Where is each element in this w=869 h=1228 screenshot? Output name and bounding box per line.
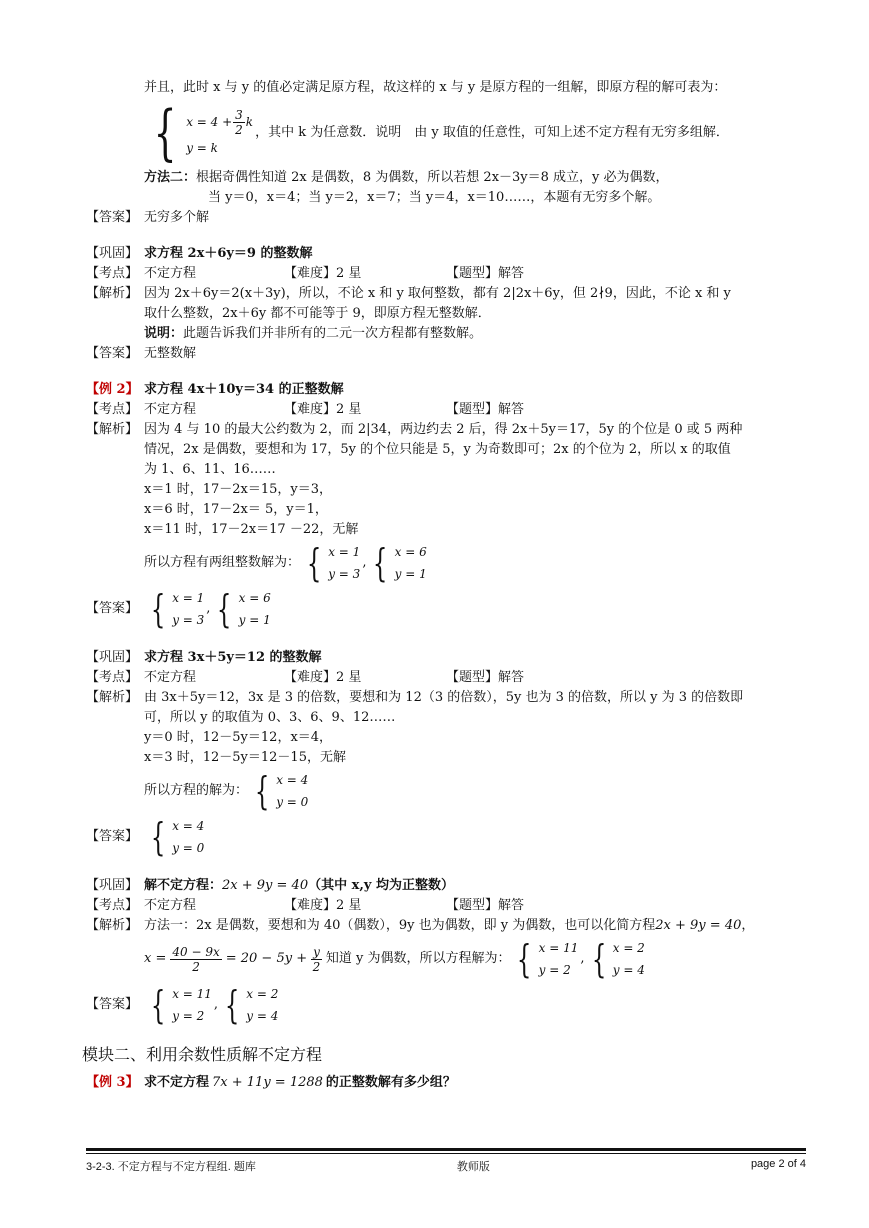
q1-title-line xyxy=(86,244,810,264)
sys-y: y = 0 xyxy=(172,841,205,855)
q1-kaodian: 不定方程 xyxy=(144,266,197,281)
sys-y: y = 1 xyxy=(394,567,427,581)
method2-line xyxy=(86,168,810,188)
q3-answer xyxy=(86,814,810,860)
q4-kaodian: 不定方程 xyxy=(144,898,197,913)
q5-title-eq: 7x + 11y = 1288 xyxy=(212,1075,323,1090)
q1-nandu: 2 星 xyxy=(336,266,362,281)
intro-system: { x = 4 + $\frac{3}{2}$ k y = k xyxy=(153,98,254,168)
frac-den: 2 xyxy=(235,122,243,137)
q2-answer-system-1: { x = 1 y = 3 xyxy=(150,587,205,631)
sys-x: x = 11 xyxy=(538,941,579,955)
q2-jiexi1 xyxy=(86,420,810,440)
jiexi-label: 【解析】 xyxy=(86,918,139,933)
q3-tixing: 解答 xyxy=(498,670,525,685)
q3-jiexi2: 可，所以 y 的取值为 0、3、6、9、12…… xyxy=(144,710,396,725)
q5-title-b: 的正整数解有多少组？ xyxy=(325,1075,456,1090)
q2-meta xyxy=(86,400,810,420)
sys-y: y = 0 xyxy=(276,795,309,809)
nandu-label: 【难度】 xyxy=(284,670,337,685)
frac-num: 3 xyxy=(235,107,243,122)
sys-x: x = 2 xyxy=(612,941,645,955)
q4-title-b: （其中 x,y 均为正整数） xyxy=(308,878,454,893)
q2-title-line xyxy=(86,380,810,400)
sys-x: x = 2 xyxy=(246,987,279,1001)
q2-jiexi3: 为 1、6、11、16…… xyxy=(144,462,276,477)
q3-system: { x = 4 y = 0 xyxy=(254,769,309,813)
q4-title-line xyxy=(86,876,810,896)
q2-jiexi1-text: 因为 4 与 10 的最大公约数为 2，而 2|34，两边约去 2 后，得 2x＋5y＝17，5y 的个位是 0 或 5 两种 xyxy=(144,422,743,437)
kaodian-label: 【考点】 xyxy=(86,670,139,685)
q4-eq-text: 知道 y 为偶数，所以方程解为： xyxy=(325,951,511,966)
q4-jiexi1-eq: 2x + 9y = 40 xyxy=(655,918,742,933)
intro-line1: 并且，此时 x 与 y 的值必定满足原方程，故这样的 x 与 y 是原方程的一组解，即原方程的解可表为： xyxy=(144,80,727,95)
q4-system-2: { x = 2 y = 4 xyxy=(591,937,645,981)
q4-answer: 【答案】 { x = 11 y = 2 , { x = 2 y = 4 xyxy=(86,983,279,1027)
kaodian-label: 【考点】 xyxy=(86,898,139,913)
q2-jiexi2: 情况，2x 是偶数，要想和为 17，5y 的个位只能是 5，y 为奇数即可；2x 的个位为 2，所以 x 的取值 xyxy=(144,442,731,457)
q3-step2: x＝3 时，12－5y＝12－15，无解 xyxy=(144,750,346,765)
intro-after-system: ，其中 k 为任意数．说明 由 y 取值的任意性，可知上述不定方程有无穷多组解． xyxy=(255,125,729,140)
q1-jiexi1-text: 因为 2x＋6y＝2(x＋3y)，所以，不论 x 和 y 取何整数，都有 2|2x＋6y，但 2∤9，因此，不论 x 和 y xyxy=(144,286,731,301)
nandu-label: 【难度】 xyxy=(284,898,337,913)
kaodian-label: 【考点】 xyxy=(86,266,139,281)
q1-tixing: 解答 xyxy=(498,266,525,281)
q2-title: 求方程 4x＋10y＝34 的正整数解 xyxy=(144,382,344,397)
page-content xyxy=(82,78,810,1093)
q5-title-a: 求不定方程 xyxy=(144,1075,210,1090)
q4-jiexi1-tail: ， xyxy=(741,918,755,933)
q5-title-line xyxy=(86,1073,810,1093)
q4-meta xyxy=(86,896,810,916)
q3-jiexi1 xyxy=(86,688,810,708)
q3-title: 求方程 3x＋5y＝12 的整数解 xyxy=(144,650,322,665)
tixing-label: 【题型】 xyxy=(446,266,499,281)
q1-meta xyxy=(86,264,810,284)
daan-label: 【答案】 xyxy=(86,997,139,1012)
sys-y: y = 4 xyxy=(612,963,645,977)
method2-label: 方法二： xyxy=(144,170,197,185)
intro-system-y: y = k xyxy=(186,140,218,155)
answer-tag: 【答案】 xyxy=(86,210,139,225)
q1-note-text: 此题告诉我们并非所有的二元一次方程都有整数解。 xyxy=(183,326,483,341)
method2-text: 根据奇偶性知道 2x 是偶数，8 为偶数，所以若想 2x－3y＝8 成立，y 必为偶数， xyxy=(196,170,669,185)
frac-num: y xyxy=(313,944,320,959)
sys-x: x = 1 xyxy=(328,545,361,559)
footer-left: 3-2-3. 不定方程与不定方程组. 题库 xyxy=(86,1161,256,1173)
sys-y: y = 3 xyxy=(172,613,205,627)
q2-kaodian: 不定方程 xyxy=(144,402,197,417)
jiexi-label: 【解析】 xyxy=(86,422,139,437)
q1-jiexi2: 取什么整数，2x＋6y 都不可能等于 9，即原方程无整数解． xyxy=(144,306,491,321)
q2-step1: x＝1 时，17－2x＝15，y＝3， xyxy=(144,482,333,497)
q1-note xyxy=(86,324,810,344)
frac-den: 2 xyxy=(192,959,200,974)
frac-den: 2 xyxy=(312,959,321,974)
q2-tixing: 解答 xyxy=(498,402,525,417)
q3-jiexi1-text: 由 3x＋5y＝12，3x 是 3 的倍数，要想和为 12（3 的倍数），5y 也为 3 的倍数，所以 y 为 3 的倍数即 xyxy=(144,690,744,705)
q4-eq-lhs: x = xyxy=(144,951,167,966)
q2-step2: x＝6 时，17－2x＝ 5，y＝1， xyxy=(144,502,328,517)
sys-x: x = 6 xyxy=(394,545,427,559)
q1-tag: 【巩固】 xyxy=(86,246,139,261)
q4-nandu: 2 星 xyxy=(336,898,362,913)
q3-conclusion xyxy=(86,768,810,814)
kaodian-label: 【考点】 xyxy=(86,402,139,417)
sys-x: x = 6 xyxy=(238,591,271,605)
q2-answer: 【答案】 { x = 1 y = 3 , { x = 6 y = 1 xyxy=(86,587,271,631)
q3-nandu: 2 星 xyxy=(336,670,362,685)
sys-y: y = 4 xyxy=(246,1009,279,1023)
intro-solution-line xyxy=(86,98,810,168)
sys-y: y = 2 xyxy=(538,963,571,977)
section-heading: 模块二、利用余数性质解不定方程 xyxy=(82,1045,323,1064)
q4-eq-mid: = 20 − 5y + xyxy=(225,951,308,966)
q4-answer-system-1: { x = 11 y = 2 xyxy=(150,983,212,1027)
tixing-label: 【题型】 xyxy=(446,898,499,913)
tixing-label: 【题型】 xyxy=(446,402,499,417)
q3-step1: y＝0 时，12－5y＝12，x＝4， xyxy=(144,730,333,745)
q2-step3: x＝11 时，17－2x＝17 －22，无解 xyxy=(144,522,359,537)
footer-page-number: page 2 of 4 xyxy=(750,1158,806,1170)
answer-text: 无穷多个解 xyxy=(144,210,210,225)
jiexi-label: 【解析】 xyxy=(86,286,139,301)
tixing-label: 【题型】 xyxy=(446,670,499,685)
q4-jiexi1 xyxy=(86,916,810,936)
sys-x: x = 11 xyxy=(172,987,212,1001)
q4-tixing: 解答 xyxy=(498,898,525,913)
sys-y: y = 2 xyxy=(172,1009,205,1023)
q3-conclusion-text: 所以方程的解为： xyxy=(144,783,249,798)
intro-system-k: k xyxy=(245,115,254,129)
q4-jiexi1-text: 方法一：2x 是偶数，要想和为 40（偶数），9y 也为偶数，即 y 为偶数，也可以化简方程 xyxy=(144,918,656,933)
page-footer xyxy=(86,1148,806,1174)
q4-derivation: x = $\frac{40 - 9x}{2}$ = 20 − 5y + $\frac{y}{2}$ 知道 y 为偶数，所以方程解为： { x = 11 y = 2 , { x = 2 y = 4 xyxy=(144,937,645,981)
q2-system-2: { x = 6 y = 1 xyxy=(373,541,427,585)
sys-y: y = 1 xyxy=(238,613,271,627)
q2-conclusion-text: 所以方程有两组整数解为： xyxy=(144,555,301,570)
daan-label: 【答案】 xyxy=(86,601,139,616)
q2-tag: 【例 2】 xyxy=(86,382,139,397)
q2-conclusion: 所以方程有两组整数解为： { x = 1 y = 3 , { x = 6 y = 1 xyxy=(144,541,427,585)
nandu-label: 【难度】 xyxy=(284,266,337,281)
q1-jiexi1 xyxy=(86,284,810,304)
method2-line2: 当 y＝0，x＝4；当 y＝2，x＝7；当 y＝4，x＝10……，本题有无穷多个解。 xyxy=(208,190,661,205)
q4-system-1: { x = 11 y = 2 xyxy=(517,937,579,981)
q2-answer-system-2: { x = 6 y = 1 xyxy=(217,587,271,631)
q1-title: 求方程 2x＋6y＝9 的整数解 xyxy=(144,246,313,261)
sys-x: x = 4 xyxy=(276,773,309,787)
sys-x: x = 1 xyxy=(172,591,205,605)
q4-title-a: 解不定方程： xyxy=(144,878,223,893)
q4-answer-system-2: { x = 2 y = 4 xyxy=(224,983,279,1027)
q1-answer-text: 无整数解 xyxy=(144,346,197,361)
q3-tag: 【巩固】 xyxy=(86,650,139,665)
q5-tag: 【例 3】 xyxy=(86,1075,139,1090)
footer-center: 教师版 xyxy=(456,1161,490,1173)
q4-tag: 【巩固】 xyxy=(86,878,139,893)
daan-label: 【答案】 xyxy=(86,346,139,361)
sys-y: y = 3 xyxy=(328,567,361,581)
q4-title-eq: 2x + 9y = 40 xyxy=(222,878,309,893)
q1-answer xyxy=(86,344,810,364)
jiexi-label: 【解析】 xyxy=(86,690,139,705)
daan-label: 【答案】 xyxy=(86,829,139,844)
footer-rule-thick xyxy=(86,1148,806,1151)
q3-kaodian: 不定方程 xyxy=(144,670,197,685)
q3-answer-system: { x = 4 y = 0 xyxy=(150,815,205,859)
nandu-label: 【难度】 xyxy=(284,402,337,417)
sys-x: x = 4 xyxy=(172,819,205,833)
q3-title-line xyxy=(86,648,810,668)
q3-meta xyxy=(86,668,810,688)
intro-answer xyxy=(86,208,810,228)
q1-note-label: 说明： xyxy=(144,326,184,341)
q2-nandu: 2 星 xyxy=(336,402,362,417)
frac-num: 40 − 9x xyxy=(172,944,220,959)
intro-system-x: x = 4 + xyxy=(186,115,233,129)
q2-system-1: { x = 1 y = 3 xyxy=(306,541,361,585)
